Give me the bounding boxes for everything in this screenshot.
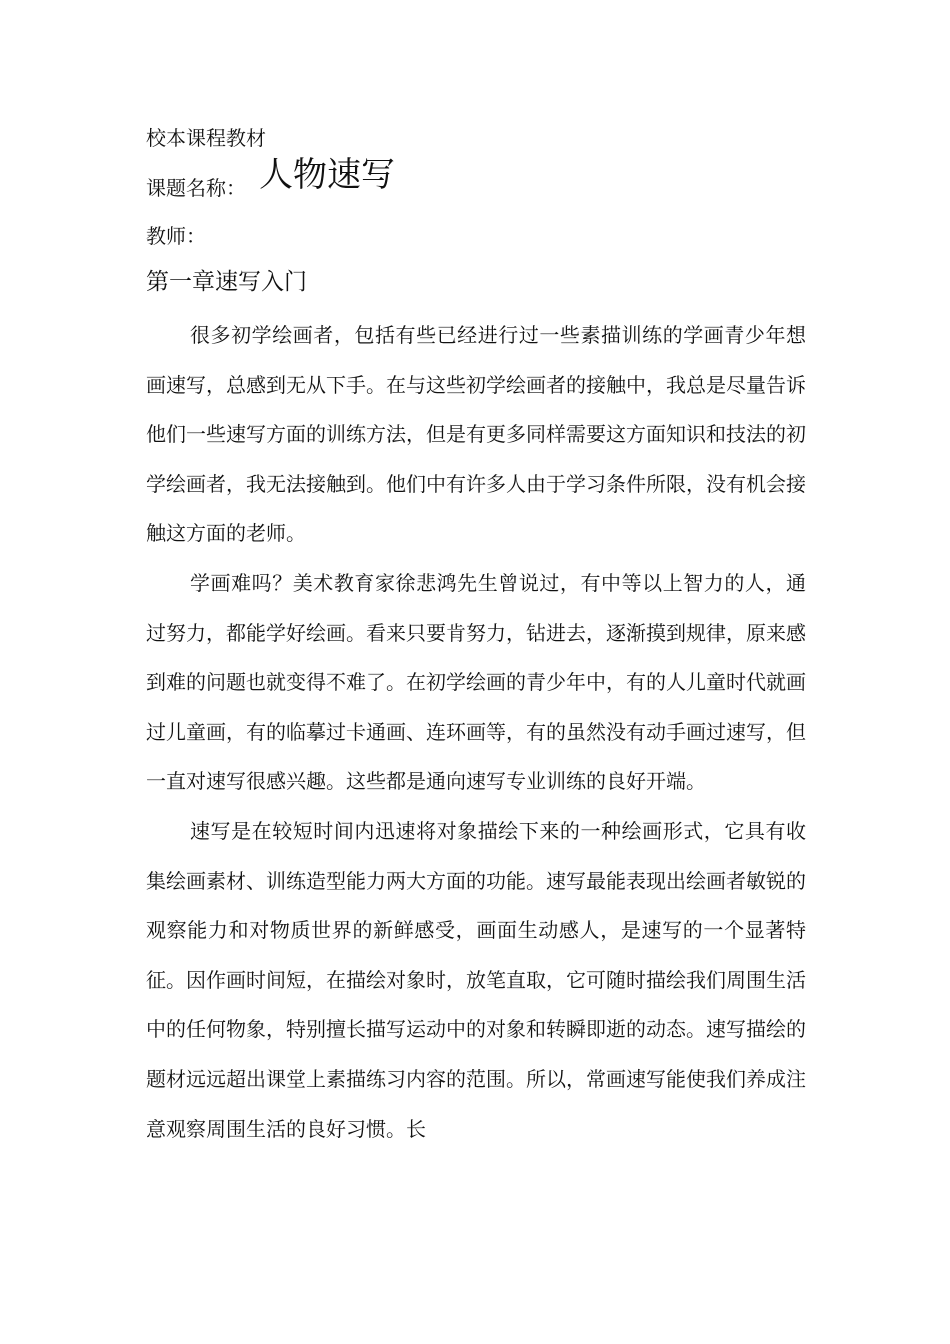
chapter-title: 第一章速写入门	[146, 269, 307, 295]
topic-title: 人物速写	[259, 155, 395, 195]
paragraph-1: 很多初学绘画者，包括有些已经进行过一些素描训练的学画青少年想画速写，总感到无从下手。在与这些初学绘画者的接触中，我总是尽量告诉他们一些速写方面的训练方法，但是有更多同样需要这方面知识和技法的初学绘画者，我无法接触到。他们中有许多人由于学习条件所限，没有机会接触这方面的老师。	[146, 323, 806, 546]
paragraph-3: 速写是在较短时间内迅速将对象描绘下来的一种绘画形式，它具有收集绘画素材、训练造型能力两大方面的功能。速写最能表现出绘画者敏锐的观察能力和对物质世界的新鲜感受，画面生动感人，是速写的一个显著特征。因作画时间短，在描绘对象时，放笔直取，它可随时描绘我们周围生活中的任何物象，特别擅长描写运动中的对象和转瞬即逝的动态。速写描绘的题材远远超出课堂上素描练习内容的范围。所以，常画速写能使我们养成注意观察周围生活的良好习惯。长	[146, 818, 806, 1141]
school-course-label: 校本课程教材	[146, 126, 266, 150]
topic-label: 课题名称：	[146, 176, 246, 200]
body-text	[146, 311, 806, 1154]
teacher-label: 教师：	[146, 224, 206, 248]
paragraph-2: 学画难吗？美术教育家徐悲鸿先生曾说过，有中等以上智力的人，通过努力，都能学好绘画。看来只要肯努力，钻进去，逐渐摸到规律，原来感到难的问题也就变得不难了。在初学绘画的青少年中，有的人儿童时代就画过儿童画，有的临摹过卡通画、连环画等，有的虽然没有动手画过速写，但一直对速写很感兴趣。这些都是通向速写专业训练的良好开端。	[146, 570, 806, 794]
